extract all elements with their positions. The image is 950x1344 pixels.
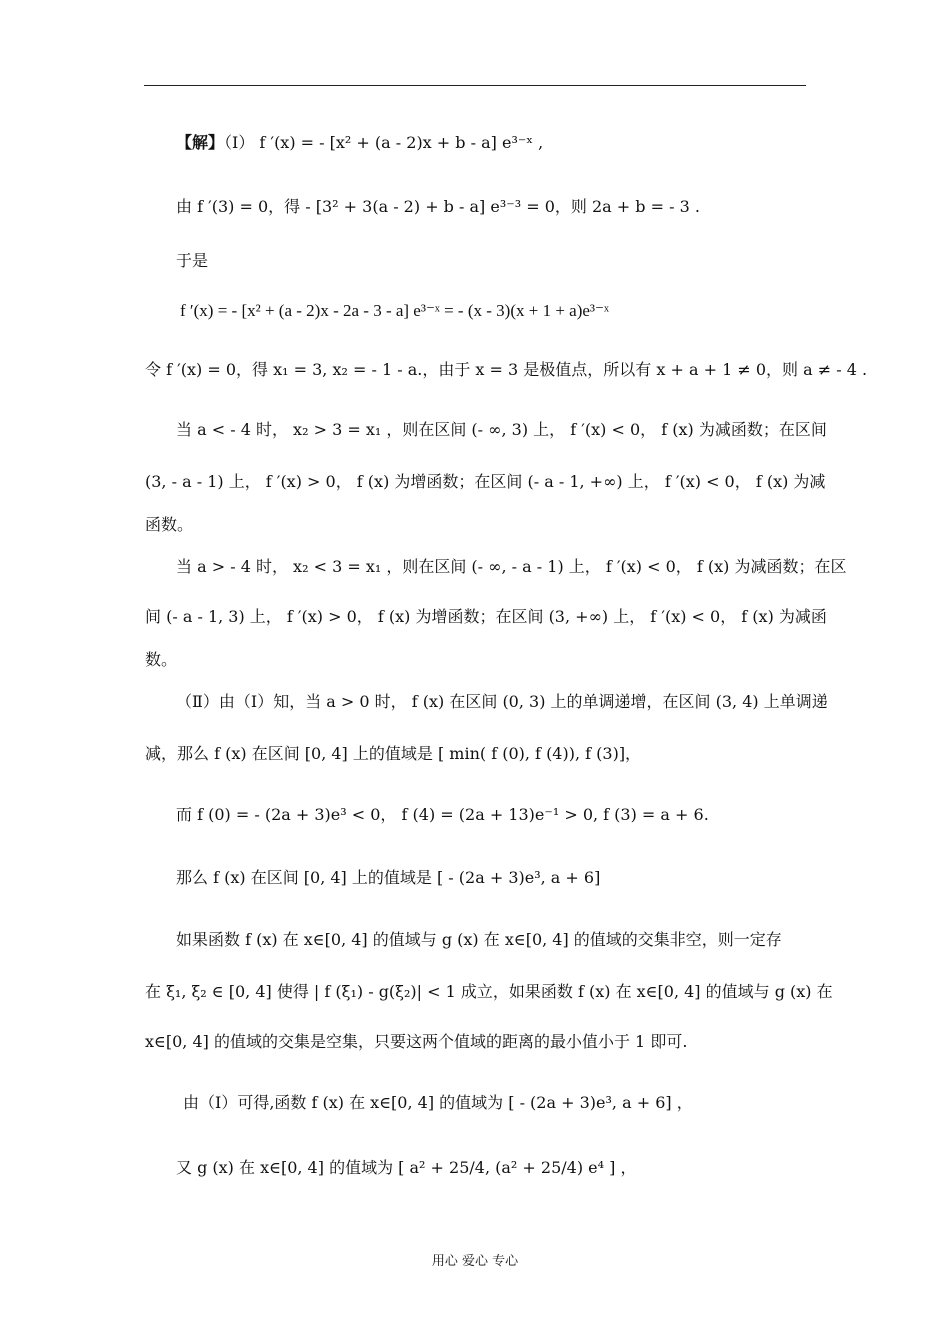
line-11: 数。: [145, 650, 178, 669]
line-13: 减，那么 f (x) 在区间 [0, 4] 上的值域是 [ min( f (0), f (4)), f (3)]，: [145, 744, 642, 763]
line-text: （Ⅰ） f ′(x) = - [x² + (a - 2)x + b - a] e³⁻ˣ ,: [224, 133, 544, 152]
line-2: 由 f ′(3) = 0，得 - [3² + 3(a - 2) + b - a] e³⁻³ = 0，则 2a + b = - 3 .: [176, 197, 700, 216]
line-12: （Ⅱ）由（Ⅰ）知，当 a > 0 时， f (x) 在区间 (0, 3) 上的单调递增，在区间 (3, 4) 上单调递: [176, 692, 828, 711]
solution-marker: 【解】: [176, 133, 225, 152]
line-8: 函数。: [145, 515, 194, 534]
header-rule: [144, 85, 806, 86]
line-20: 又 g (x) 在 x∈[0, 4] 的值域为 [ a² + 25/4, (a² + 25/4) e⁴ ] ，: [176, 1158, 637, 1177]
line-17: 在 ξ₁, ξ₂ ∈ [0, 4] 使得 | f (ξ₁) - g(ξ₂)| < 1 成立，如果函数 f (x) 在 x∈[0, 4] 的值域与 g (x) 在: [145, 982, 833, 1001]
line-4: f ′(x) = - [x² + (a - 2)x - 2a - 3 - a] e³⁻ˣ = - (x - 3)(x + 1 + a)e³⁻ˣ: [180, 301, 609, 320]
line-14: 而 f (0) = - (2a + 3)e³ < 0， f (4) = (2a + 13)e⁻¹ > 0, f (3) = a + 6.: [176, 805, 709, 824]
line-7: (3, - a - 1) 上， f ′(x) > 0， f (x) 为增函数；在区间 (- a - 1, +∞) 上， f ′(x) < 0， f (x) 为减: [145, 472, 826, 491]
line-19: 由（Ⅰ）可得,函数 f (x) 在 x∈[0, 4] 的值域为 [ - (2a + 3)e³, a + 6] ，: [183, 1093, 693, 1112]
line-9: 当 a > - 4 时， x₂ < 3 = x₁ ，则在区间 (- ∞, - a - 1) 上， f ′(x) < 0， f (x) 为减函数；在区: [176, 557, 847, 576]
line-15: 那么 f (x) 在区间 [0, 4] 上的值域是 [ - (2a + 3)e³, a + 6]: [176, 868, 601, 887]
line-6: 当 a < - 4 时， x₂ > 3 = x₁ ，则在区间 (- ∞, 3) 上， f ′(x) < 0， f (x) 为减函数；在区间: [176, 420, 827, 439]
line-16: 如果函数 f (x) 在 x∈[0, 4] 的值域与 g (x) 在 x∈[0, 4] 的值域的交集非空，则一定存: [176, 930, 782, 949]
line-solution-1: [176, 133, 543, 153]
line-18: x∈[0, 4] 的值域的交集是空集，只要这两个值域的距离的最小值小于 1 即可.: [145, 1032, 688, 1051]
page-footer: 用心 爱心 专心: [431, 1254, 519, 1269]
line-10: 间 (- a - 1, 3) 上， f ′(x) > 0， f (x) 为增函数；在区间 (3, +∞) 上， f ′(x) < 0， f (x) 为减函: [145, 607, 827, 626]
line-3: 于是: [176, 251, 209, 270]
line-5: 令 f ′(x) = 0，得 x₁ = 3, x₂ = - 1 - a.，由于 x = 3 是极值点，所以有 x + a + 1 ≠ 0，则 a ≠ - 4 .: [145, 360, 868, 379]
